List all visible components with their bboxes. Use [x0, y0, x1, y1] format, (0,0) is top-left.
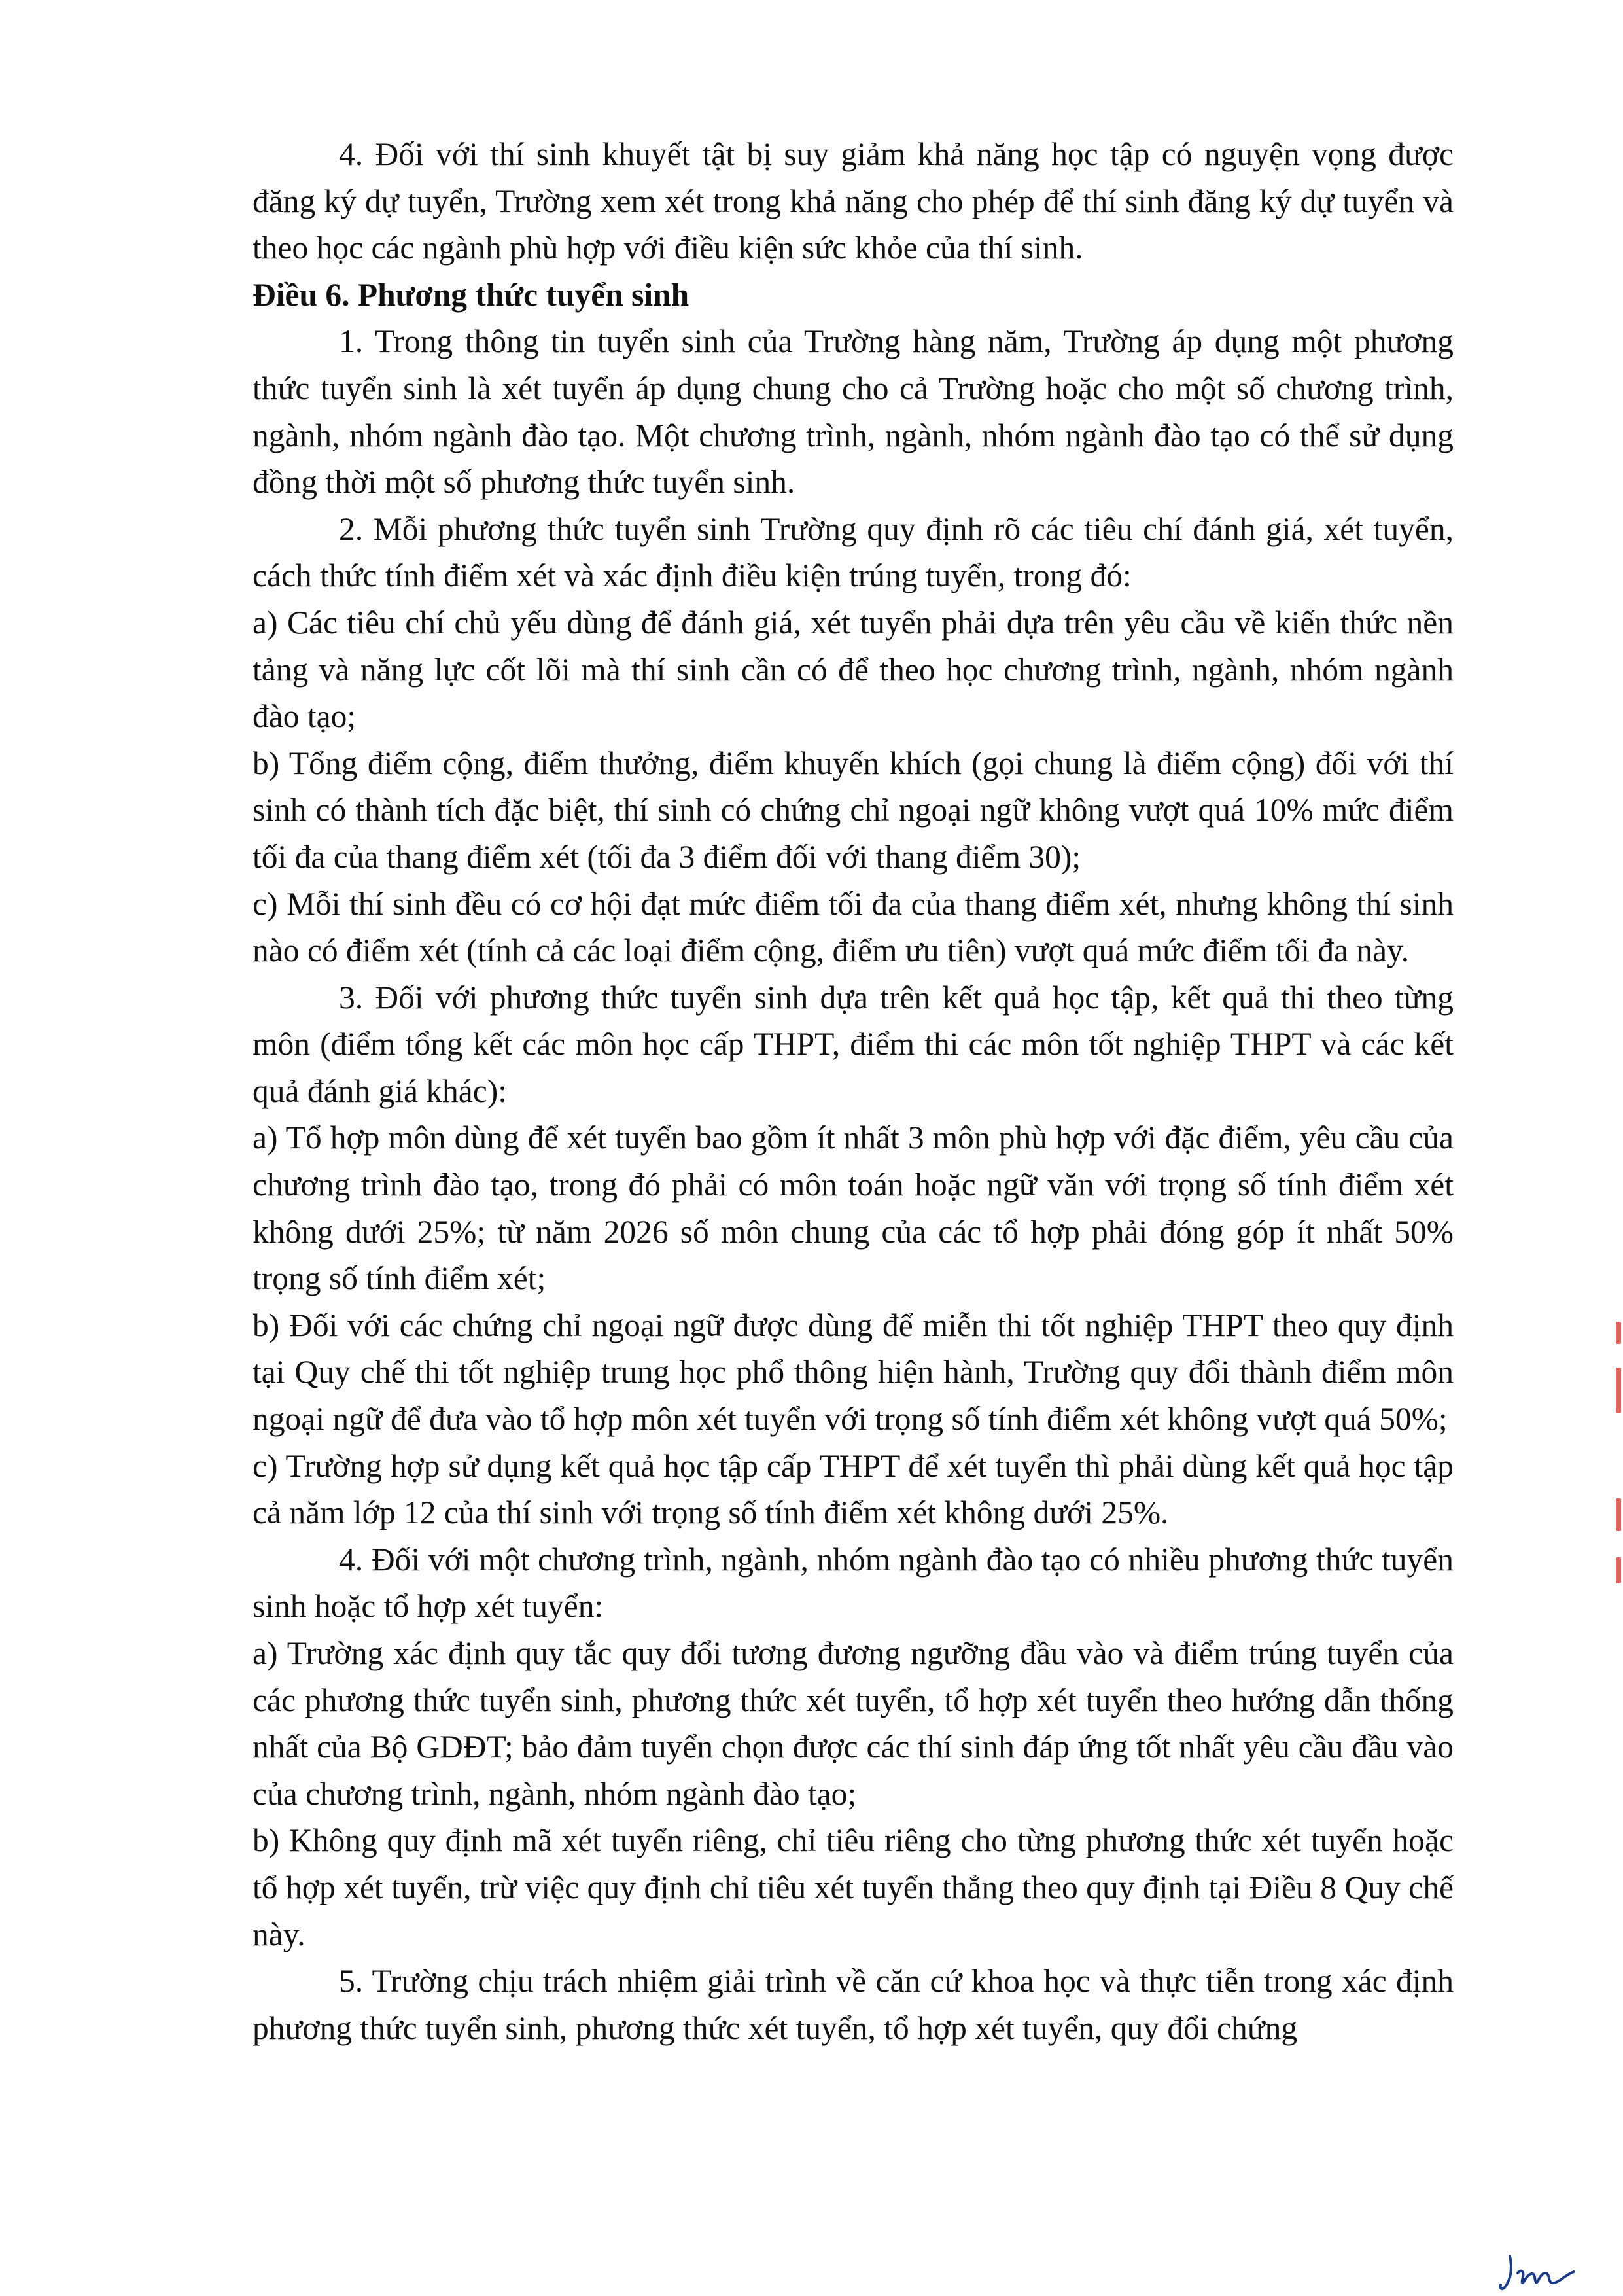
article-6-clause-3: 3. Đối với phương thức tuyển sinh dựa trên kết quả học tập, kết quả thi theo từng môn (điểm tổng kết các môn học cấp THPT, điểm thi các môn tốt nghiệp THPT và các kết quả đánh giá khác):	[253, 979, 1454, 1109]
handwritten-initials	[1498, 2251, 1577, 2294]
article-6-clause-1: 1. Trong thông tin tuyển sinh của Trường hàng năm, Trường áp dụng một phương thức tuyển sinh là xét tuyển áp dụng chung cho cả Trường hoặc cho một số chương trình, ngành, nhóm ngành đào tạo. Một chương trình, ngành, nhóm ngành đào tạo có thể sử dụng đồng thời một số phương thức tuyển sinh.	[253, 323, 1454, 501]
article-6-clause-5: 5. Trường chịu trách nhiệm giải trình về căn cứ khoa học và thực tiễn trong xác định phương thức tuyển sinh, phương thức xét tuyển, tổ hợp xét tuyển, quy đổi chứng	[253, 1963, 1454, 2046]
article-6-heading: Điều 6. Phương thức tuyển sinh	[253, 276, 689, 313]
article-6-clause-4b: b) Không quy định mã xét tuyển riêng, chỉ tiêu riêng cho từng phương thức xét tuyển hoặc tổ hợp xét tuyển, trừ việc quy định chỉ tiêu xét tuyển thẳng theo quy định tại Điều 8 Quy chế này.	[253, 1822, 1454, 1952]
article-6-clause-2a: a) Các tiêu chí chủ yếu dùng để đánh giá, xét tuyển phải dựa trên yêu cầu về kiến thức nền tảng và năng lực cốt lõi mà thí sinh cần có để theo học chương trình, ngành, nhóm ngành đào tạo;	[253, 604, 1454, 735]
article-6-clause-2: 2. Mỗi phương thức tuyển sinh Trường quy định rõ các tiêu chí đánh giá, xét tuyển, cách thức tính điểm xét và xác định điều kiện trúng tuyển, trong đó:	[253, 510, 1454, 594]
article-6-clause-4: 4. Đối với một chương trình, ngành, nhóm ngành đào tạo có nhiều phương thức tuyển sinh hoặc tổ hợp xét tuyển:	[253, 1541, 1454, 1625]
stamp-edge-mark	[1616, 1368, 1621, 1413]
stamp-edge-mark	[1616, 1322, 1621, 1344]
article-6-clause-4a: a) Trường xác định quy tắc quy đổi tương đương ngưỡng đầu vào và điểm trúng tuyển của các phương thức tuyển sinh, phương thức xét tuyển, tổ hợp xét tuyển theo hướng dẫn thống nhất của Bộ GDĐT; bảo đảm tuyển chọn được các thí sinh đáp ứng tốt nhất yêu cầu đầu vào của chương trình, ngành, nhóm ngành đào tạo;	[253, 1635, 1454, 1812]
article-6-clause-3a: a) Tổ hợp môn dùng để xét tuyển bao gồm ít nhất 3 môn phù hợp với đặc điểm, yêu cầu của chương trình đào tạo, trong đó phải có môn toán hoặc ngữ văn với trọng số tính điểm xét không dưới 25%; từ năm 2026 số môn chung của các tổ hợp phải đóng góp ít nhất 50% trọng số tính điểm xét;	[253, 1120, 1454, 1297]
stamp-edge-mark	[1616, 1557, 1621, 1583]
article-6-clause-2b: b) Tổng điểm cộng, điểm thưởng, điểm khuyến khích (gọi chung là điểm cộng) đối với thí sinh có thành tích đặc biệt, thí sinh có chứng chỉ ngoại ngữ không vượt quá 10% mức điểm tối đa của thang điểm xét (tối đa 3 điểm đối với thang điểm 30);	[253, 745, 1454, 875]
stamp-edge-mark	[1616, 1498, 1621, 1531]
paragraph-4-disabled-candidates: 4. Đối với thí sinh khuyết tật bị suy giảm khả năng học tập có nguyện vọng được đăng ký dự tuyển, Trường xem xét trong khả năng cho phép để thí sinh đăng ký dự tuyển và theo học các ngành phù hợp với điều kiện sức khỏe của thí sinh.	[253, 136, 1454, 266]
article-6-clause-3b: b) Đối với các chứng chỉ ngoại ngữ được dùng để miễn thi tốt nghiệp THPT theo quy định tại Quy chế thi tốt nghiệp trung học phổ thông hiện hành, Trường quy đổi thành điểm môn ngoại ngữ để đưa vào tổ hợp môn xét tuyển với trọng số tính điểm xét không vượt quá 50%;	[253, 1307, 1454, 1438]
article-6-clause-3c: c) Trường hợp sử dụng kết quả học tập cấp THPT để xét tuyển thì phải dùng kết quả học tập cả năm lớp 12 của thí sinh với trọng số tính điểm xét không dưới 25%.	[253, 1447, 1454, 1531]
document-body	[253, 131, 1454, 2051]
article-6-clause-2c: c) Mỗi thí sinh đều có cơ hội đạt mức điểm tối đa của thang điểm xét, nhưng không thí sinh nào có điểm xét (tính cả các loại điểm cộng, điểm ưu tiên) vượt quá mức điểm tối đa này.	[253, 885, 1454, 969]
